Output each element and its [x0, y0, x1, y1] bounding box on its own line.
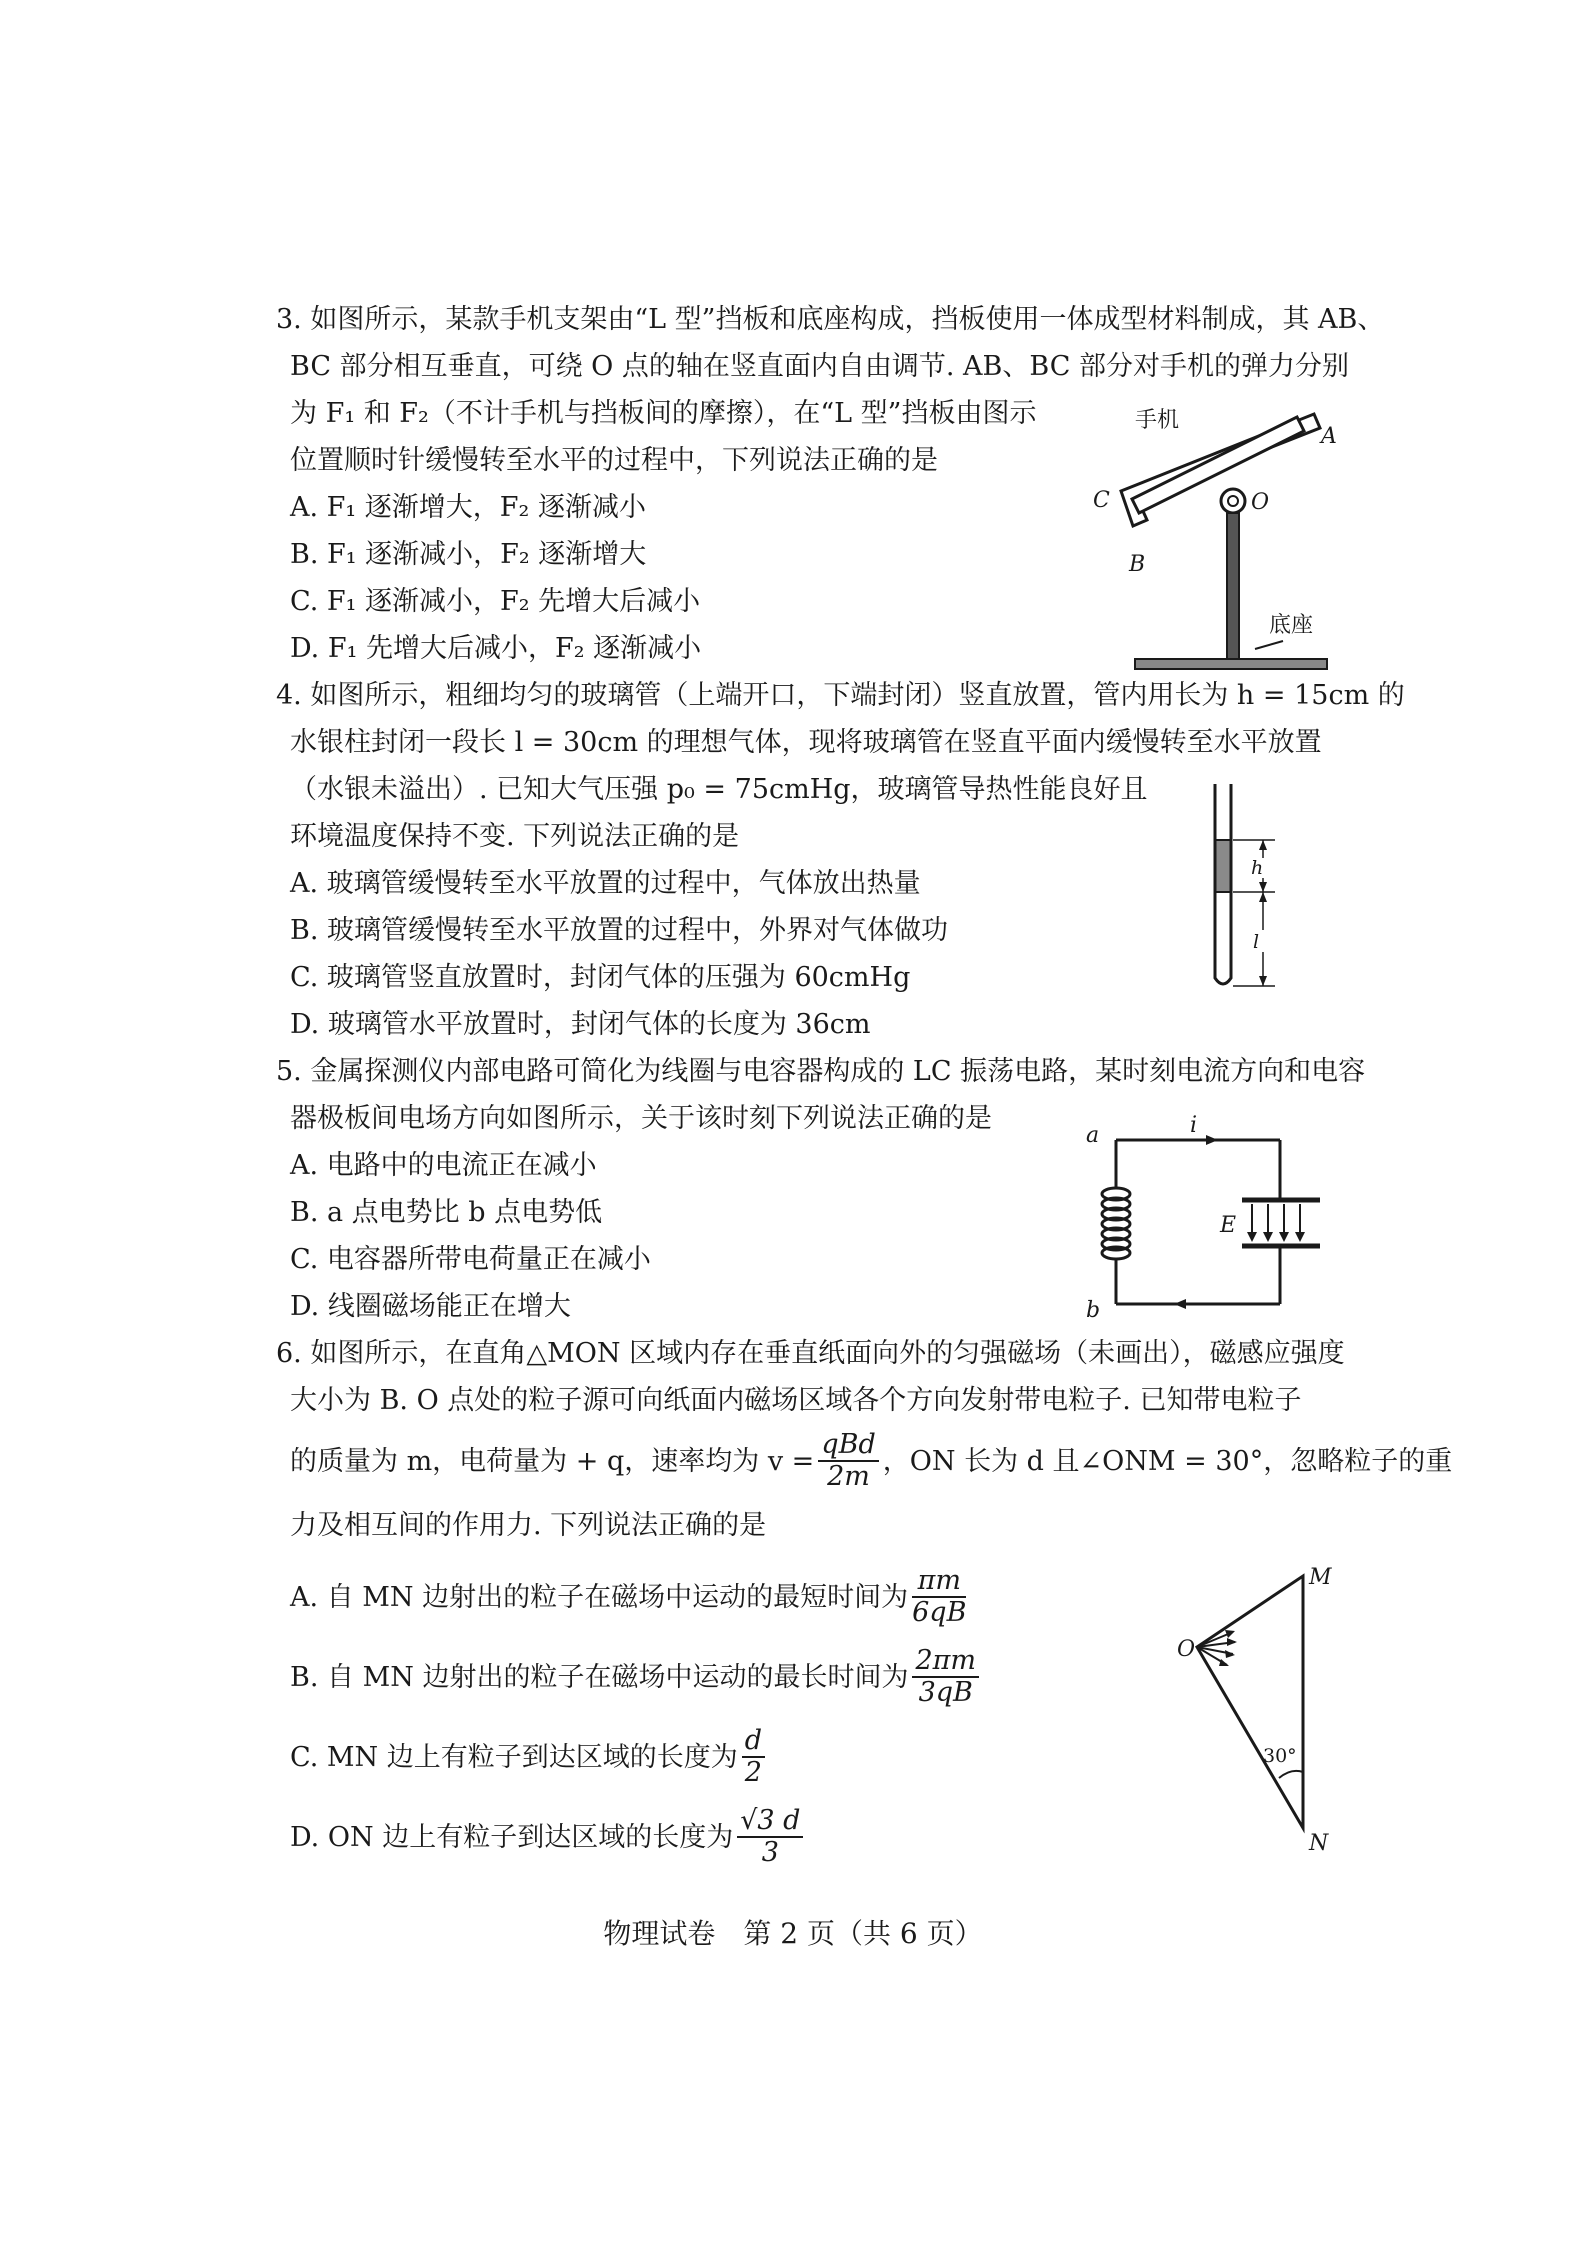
q6-line-4: 力及相互间的作用力. 下列说法正确的是	[290, 1510, 767, 1541]
q6-option-b-fraction	[912, 1646, 979, 1707]
q3-option-d: D. F₁ 先增大后减小，F₂ 逐渐减小	[290, 633, 702, 664]
q4-glass-tube-figure	[1195, 778, 1305, 998]
q6-triangle-figure	[1155, 1562, 1345, 1862]
q5-option-d: D. 线圈磁场能正在增大	[290, 1291, 571, 1322]
q6-option-c-fraction	[742, 1726, 765, 1787]
q6-option-d-den: 3	[761, 1837, 779, 1868]
q4-line-1: 4. 如图所示，粗细均匀的玻璃管（上端开口，下端封闭）竖直放置，管内用长为 h = 15cm 的	[276, 680, 1405, 711]
q4-line-2: 水银柱封闭一段长 l = 30cm 的理想气体，现将玻璃管在竖直平面内缓慢转至水平放置	[290, 727, 1322, 758]
q5-label-i: i	[1190, 1113, 1198, 1138]
q5-label-e: E	[1220, 1213, 1237, 1238]
q6-label-o: O	[1177, 1637, 1196, 1662]
q6-line-3-b: ，ON 长为 d 且∠ONM = 30°，忽略粒子的重	[882, 1445, 1453, 1477]
q5-lc-circuit-figure	[1070, 1112, 1340, 1322]
q3-line-4: 位置顺时针缓慢转至水平的过程中，下列说法正确的是	[290, 445, 938, 476]
q5-option-c: C. 电容器所带电荷量正在减小	[290, 1244, 651, 1275]
q3-label-b: B	[1129, 552, 1146, 577]
q5-line-2: 器极板间电场方向如图所示，关于该时刻下列说法正确的是	[290, 1103, 992, 1134]
q3-label-a: A	[1321, 424, 1337, 449]
q3-line-2: BC 部分相互垂直，可绕 O 点的轴在竖直面内自由调节. AB、BC 部分对手机的弹力分别	[290, 351, 1349, 382]
q6-option-d-num: √3 d	[737, 1806, 803, 1838]
q6-option-a-text: A. 自 MN 边射出的粒子在磁场中运动的最短时间为	[290, 1581, 909, 1613]
q6-velocity-denominator: 2m	[827, 1461, 870, 1492]
q3-line-1: 3. 如图所示，某款手机支架由“L 型”挡板和底座构成，挡板使用一体成型材料制成，其 AB、	[276, 304, 1385, 335]
q6-line-2: 大小为 B. O 点处的粒子源可向纸面内磁场区域各个方向发射带电粒子. 已知带电粒子	[290, 1385, 1302, 1416]
q3-phone-stand-figure	[1085, 395, 1350, 675]
q4-label-h: h	[1251, 857, 1264, 879]
q6-line-3	[276, 1424, 1453, 1498]
q6-option-b-den: 3qB	[918, 1677, 973, 1708]
q6-line-3-a: 的质量为 m，电荷量为 + q，速率均为 v =	[290, 1445, 815, 1477]
q4-label-l: l	[1253, 931, 1260, 953]
q3-label-phone: 手机	[1135, 408, 1180, 433]
q3-label-c: C	[1093, 488, 1110, 513]
q6-velocity-numerator: qBd	[818, 1430, 878, 1462]
q4-option-b: B. 玻璃管缓慢转至水平放置的过程中，外界对气体做功	[290, 915, 949, 946]
q6-option-a-num: πm	[912, 1566, 966, 1598]
q5-option-b: B. a 点电势比 b 点电势低	[290, 1197, 603, 1228]
q3-option-a: A. F₁ 逐渐增大，F₂ 逐渐减小	[290, 492, 646, 523]
q6-label-m: M	[1309, 1565, 1332, 1590]
q6-option-a-fraction	[912, 1566, 966, 1627]
page-footer: 物理试卷 第 2 页（共 6 页）	[603, 1917, 983, 1950]
q4-option-d: D. 玻璃管水平放置时，封闭气体的长度为 36cm	[290, 1009, 871, 1040]
q4-option-a: A. 玻璃管缓慢转至水平放置的过程中，气体放出热量	[290, 868, 921, 899]
q3-option-c: C. F₁ 逐渐减小，F₂ 先增大后减小	[290, 586, 701, 617]
q3-label-base: 底座	[1269, 613, 1314, 638]
q6-option-d-text: D. ON 边上有粒子到达区域的长度为	[290, 1821, 734, 1853]
q6-option-c-text: C. MN 边上有粒子到达区域的长度为	[290, 1741, 738, 1773]
q6-option-b-text: B. 自 MN 边射出的粒子在磁场中运动的最长时间为	[290, 1661, 909, 1693]
q6-option-c-num: d	[742, 1726, 765, 1758]
q3-label-o: O	[1251, 490, 1270, 515]
q6-option-d-fraction	[737, 1806, 803, 1867]
q6-option-b-num: 2πm	[912, 1646, 979, 1678]
q6-option-c-den: 2	[744, 1757, 762, 1788]
q6-velocity-fraction	[818, 1430, 878, 1491]
q6-option-a-den: 6qB	[912, 1597, 967, 1628]
q4-line-4: 环境温度保持不变. 下列说法正确的是	[290, 821, 740, 852]
q5-label-b: b	[1086, 1298, 1101, 1322]
q5-label-a: a	[1086, 1123, 1100, 1148]
q6-label-angle: 30°	[1263, 1745, 1297, 1767]
q6-line-1: 6. 如图所示，在直角△MON 区域内存在垂直纸面向外的匀强磁场（未画出），磁感应强度	[276, 1338, 1345, 1369]
q6-label-n: N	[1309, 1831, 1329, 1856]
q3-line-3: 为 F₁ 和 F₂（不计手机与挡板间的摩擦），在“L 型”挡板由图示	[290, 398, 1037, 429]
q4-line-3: （水银未溢出）. 已知大气压强 p₀ = 75cmHg，玻璃管导热性能良好且	[290, 774, 1148, 805]
q5-option-a: A. 电路中的电流正在减小	[290, 1150, 597, 1181]
question-4	[276, 672, 1405, 1048]
q5-line-1: 5. 金属探测仪内部电路可简化为线圈与电容器构成的 LC 振荡电路，某时刻电流方向和电容	[276, 1056, 1366, 1087]
q4-option-c: C. 玻璃管竖直放置时，封闭气体的压强为 60cmHg	[290, 962, 911, 993]
q3-option-b: B. F₁ 逐渐减小，F₂ 逐渐增大	[290, 539, 647, 570]
